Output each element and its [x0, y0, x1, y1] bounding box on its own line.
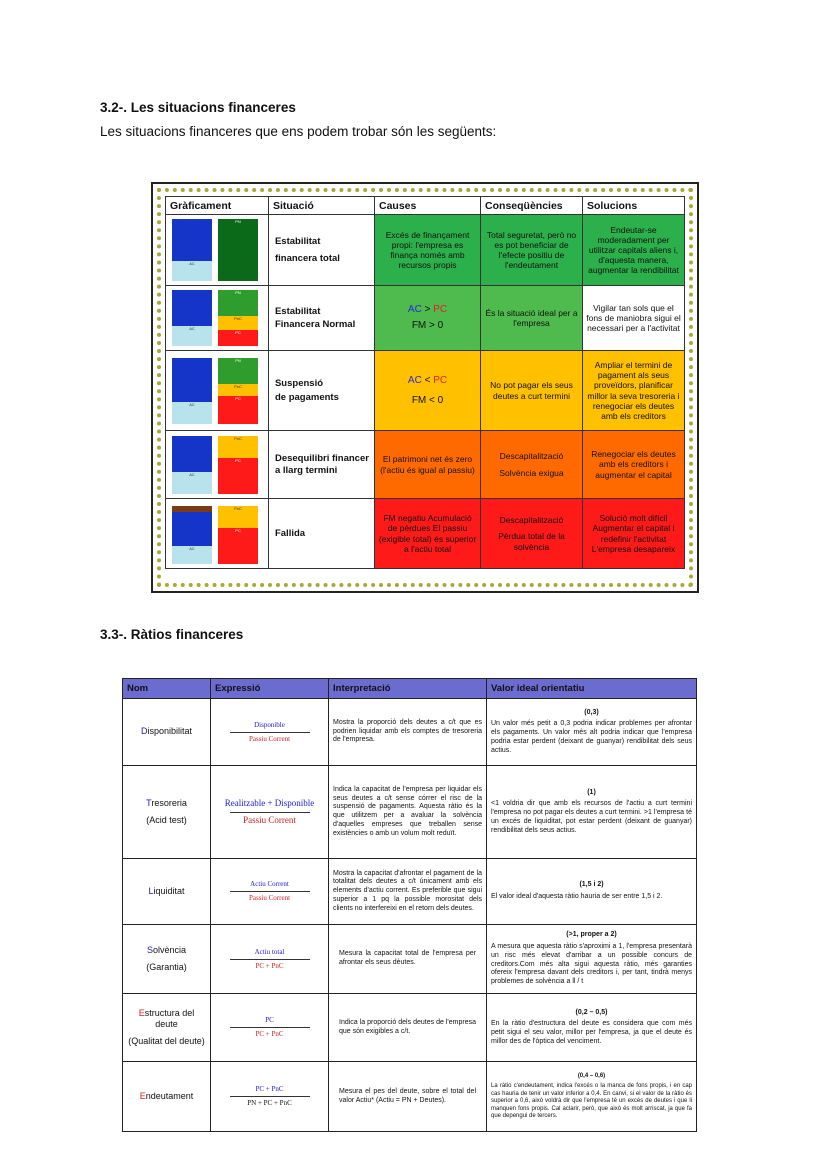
ratio-name-rest: ndeutament: [145, 1090, 194, 1101]
ratio-denominator: Passiu Corrent: [230, 891, 310, 903]
situation-row: [166, 351, 685, 431]
ratio-interpretation: Indica la proporció dels deutes de l'empresa que són exigibles a c/t.: [329, 994, 487, 1062]
ratio-name: [123, 925, 211, 994]
graph-box-ac: AC: [172, 402, 212, 424]
col-header-graph: Gràficament: [166, 197, 269, 215]
graph-box-pn: PN: [218, 358, 258, 384]
situation-name: [268, 351, 374, 431]
situation-name: [268, 431, 374, 499]
situation-row: [166, 215, 685, 286]
ratio-name: [123, 766, 211, 859]
ratio-name: [123, 1062, 211, 1132]
situation-consequences: [481, 431, 583, 499]
ratio-name-initial: T: [146, 797, 152, 808]
causes-pc: PC: [433, 374, 448, 386]
situation-solutions: Ampliar el termini de pagament als seus proveïdors, planificar millor la seva tresoreria i renegociar els deutes amb els creditors: [582, 351, 684, 431]
situation-graph: [166, 351, 269, 431]
graph-box-pc: PC: [218, 528, 258, 564]
ratio-row: [123, 994, 697, 1062]
situation-name-line1: Suspensió: [274, 378, 324, 390]
ideal-value-head: (1,5 i 2): [579, 881, 604, 889]
ratio-name-subtitle: (Acid test): [146, 815, 187, 825]
situation-causes: FM negatiu Acumulació de pèrdues El passiu (exigible total) és superior a l'actiu total: [375, 499, 481, 569]
situation-consequences: No pot pagar els seus deutes a curt termini: [481, 351, 583, 431]
ratio-name-subtitle: (Garantia): [146, 962, 187, 972]
graph-box-ac: AC: [172, 326, 212, 346]
consequences-line2: Solvència exigua: [499, 467, 564, 478]
ratio-numerator: Actiu Corrent: [250, 880, 289, 889]
ideal-value-head: (1): [587, 788, 596, 796]
graph-box-pn: PN: [218, 290, 258, 316]
graph-box-ac: AC: [172, 472, 212, 494]
situation-causes: [375, 286, 481, 351]
ideal-value-head: (>1, proper a 2): [566, 931, 617, 939]
ratio-denominator: Passiu Corrent: [230, 732, 310, 744]
causes-pc: PC: [433, 304, 448, 315]
causes-inequality: [378, 304, 477, 316]
situation-causes: El patrimoni net és zero (l'actiu és igual al passiu): [375, 431, 481, 499]
situation-consequences: [481, 499, 583, 569]
ratio-ideal-value: [487, 766, 697, 859]
ratio-denominator: PN + PC + PnC: [230, 1096, 310, 1108]
graph-box-anc: [172, 290, 212, 326]
ratio-interpretation: Mesura el pes del deute, sobre el total del valor Actiu* (Actiu = PN + Deutes).: [329, 1062, 487, 1132]
situation-name-line2: Financera Normal: [274, 319, 356, 330]
graph-box-pnc: PnC: [218, 316, 258, 330]
situation-solutions: Solució molt difícil Augmentar el capital i redefinir l'activitat L'empresa desapareix: [582, 499, 684, 569]
ratio-name-initial: L: [148, 885, 154, 896]
ratio-name-initial: E: [139, 1090, 146, 1101]
ratio-name-rest: iquiditat: [153, 885, 185, 896]
consequences-line2: Pèrdua total de la solvència: [498, 531, 565, 552]
graph-box-pc: PC: [218, 458, 258, 494]
graph-box-pnc: PnC: [218, 436, 258, 458]
col-header-consequences: Conseqüències: [481, 197, 583, 215]
graph-box-pnc: PnC: [218, 506, 258, 528]
ratio-expression: [211, 699, 329, 766]
ideal-value-head: (0,2 – 0,5): [575, 1008, 608, 1016]
ratio-name-rest: olvència: [152, 944, 187, 955]
situation-consequences: Total seguretat, però no es pot beneficiar de l'efecte positiu de l'endeutament: [481, 215, 583, 286]
situation-causes: Excés de finançament propi: l'empresa es finança només amb recursos propis: [375, 215, 481, 286]
col-header-causes: Causes: [375, 197, 481, 215]
ratios-header-row: [123, 679, 697, 699]
graph-box-pc: PC: [218, 330, 258, 346]
ratio-ideal-value: [487, 859, 697, 925]
situation-graph: [166, 215, 269, 286]
ratio-numerator: PC + PnC: [255, 1085, 284, 1094]
ideal-value-text: <1 voldria dir que amb els recursos de l'actiu a curt termini l'empresa no pot pagar els deutes a curt termini. >1 l'empresa té un excés de liquiditat, pot estar perdent (deixant de guanyar) rendibilitat dels seus actius.: [491, 800, 692, 834]
ratio-interpretation: Mesura la capacitat total de l'empresa per afrontar els seus dèutes.: [329, 925, 487, 994]
situations-table: [165, 196, 685, 569]
causes-lt: <: [421, 374, 434, 386]
situation-graph: [166, 499, 269, 569]
ratio-name-rest: structura del deute: [144, 1007, 195, 1029]
causes-ac: AC: [407, 304, 422, 315]
situations-table-frame: [151, 182, 699, 593]
graph-box-ac: AC: [172, 546, 212, 564]
ratio-name-rest: resoreria: [151, 797, 187, 808]
ratio-denominator: PC + PnC: [230, 1027, 310, 1039]
situations-header-row: [166, 197, 685, 215]
ratio-ideal-value: [487, 699, 697, 766]
ratio-row: [123, 1062, 697, 1132]
situation-name-line1: Estabilitat: [274, 235, 321, 247]
ratio-name: [123, 994, 211, 1062]
ratio-name-initial: E: [138, 1007, 145, 1018]
ideal-value-head: (0,3): [584, 708, 599, 716]
causes-gt: >: [421, 304, 434, 315]
ratio-numerator: Realitzable + Disponible: [224, 798, 315, 809]
situation-row: [166, 499, 685, 569]
ratio-expression: [211, 925, 329, 994]
situations-dotted-border: [157, 188, 693, 587]
ratio-expression: [211, 1062, 329, 1132]
col-header-name: Nom: [123, 679, 211, 699]
graph-box-pn: PN: [218, 219, 258, 281]
graph-box-ac: AC: [172, 261, 212, 281]
graph-box-anc: [172, 512, 212, 546]
situation-name-line1: Estabilitat: [274, 305, 321, 317]
ratio-interpretation: Mostra la proporció dels deutes a c/t que es podrien liquidar amb els comptes de tresoreria de l'empresa.: [329, 699, 487, 766]
graph-box-pc: PC: [218, 396, 258, 424]
ideal-value-text: A mesura que aquesta ràtio s'aproximi a 1, l'empresa presentarà un risc més elevat d'arribar a un possible concurs de creditors.Com més alta sigui aquesta ràtio, més garanties oferеix l'empresa davant dels creditors i, per tant, tindrà menys problemes de solvència a ll / t: [491, 943, 692, 985]
ratios-table: [122, 678, 697, 1132]
ratio-row: [123, 925, 697, 994]
col-header-ideal-value: Valor ideal orientatiu: [487, 679, 697, 699]
ratio-numerator: Disponible: [254, 720, 285, 729]
ratio-ideal-value: [487, 1062, 697, 1132]
causes-fm: FM > 0: [411, 320, 444, 331]
situation-name-line2: de pagaments: [274, 391, 339, 403]
col-header-situation: Situació: [268, 197, 374, 215]
causes-inequality: [378, 375, 477, 387]
col-header-interpretation: Interpretació: [329, 679, 487, 699]
graph-box-anc: [172, 358, 212, 402]
situation-name: Fallida: [268, 499, 374, 569]
ratio-denominator: PC + PnC: [230, 959, 310, 971]
situation-name-line2: financera total: [274, 253, 340, 264]
ratio-ideal-value: [487, 925, 697, 994]
situation-consequences: És la situació ideal per a l'empresa: [481, 286, 583, 351]
situation-row: [166, 286, 685, 351]
ratio-expression: [211, 994, 329, 1062]
ratio-name-rest: isponibilitat: [147, 726, 193, 737]
ideal-value-text: En la ràtio d'estructura del deute es considera que com més petit sigui el seu valor, millor per l'empresa, ja que el deute és millor des de l'òptica del venciment.: [491, 1020, 692, 1045]
ratio-row: [123, 699, 697, 766]
section-heading-ratios: 3.3-. Ràtios financeres: [100, 627, 244, 642]
col-header-solutions: Solucions: [582, 197, 684, 215]
graph-box-anc: [172, 436, 212, 472]
situation-name: [268, 215, 374, 286]
causes-fm: FM < 0: [411, 394, 444, 406]
situation-causes: [375, 351, 481, 431]
ratio-name: [123, 699, 211, 766]
ratio-name-initial: D: [140, 726, 148, 737]
situation-graph: [166, 431, 269, 499]
situation-solutions: Vigilar tan sols que el fons de maniobra sigui el necessari per a l'activitat: [582, 286, 684, 351]
ratio-interpretation: Mostra la capacitat d'afrontar el pagament de la totalitat dels deutes a c/t únicament amb els elements d'actiu corrent. Es preferible que sigui superior a 1 pq la possible morositat dels clients no interfereixi en el retorn dels deutes.: [329, 859, 487, 925]
ratio-expression: [211, 766, 329, 859]
situation-solutions: Renegociar els deutes amb els creditors i augmentar el capital: [582, 431, 684, 499]
situation-graph: [166, 286, 269, 351]
ratio-interpretation: Indica la capacitat de l'empresa per liquidar els seus deutes a c/t sense córrer el risc de la suspensió de pagaments. Aquesta ràtio és la que utilitzem per a avaluar la solvència d'aquelles empreses que treballen sense existències o amb un volum molt reduït.: [329, 766, 487, 859]
situation-name: [268, 286, 374, 351]
ratio-expression: [211, 859, 329, 925]
ratio-denominator: Passiu Corrent: [230, 812, 310, 826]
ratio-row: [123, 859, 697, 925]
ideal-value-head: (0,4 – 0,6): [577, 1072, 606, 1079]
ratio-row: [123, 766, 697, 859]
ratio-numerator: Actiu total: [254, 947, 285, 956]
graph-box-pnc: PnC: [218, 384, 258, 396]
situation-row: [166, 431, 685, 499]
ideal-value-text: El valor ideal d'aquesta ràtio hauria de ser entre 1,5 i 2.: [491, 893, 663, 900]
ratio-name: [123, 859, 211, 925]
ideal-value-text: La ràtio c'endeutament, indica l'excés o la manca de fons propis, i en cap cas hauria de tenir un valor inferior a 0,4. En canvi, si el valor de la ràtio és superior a 0,6, això voldrà dir que l'empresa té un excés de deutes i que li manquen fons propis. Cal aclarir, però, que això és molt arriscat, ja que fa que depengui de tercers.: [491, 1083, 692, 1119]
ideal-value-text: Un valor més petit a 0,3 podria indicar problemes per afrontar els pagaments. Un valor més alt podria indicar que l'empresa podria estar perdent (deixant de guanyar) rendibilitat dels seus actius.: [491, 720, 692, 754]
ratio-ideal-value: [487, 994, 697, 1062]
section-intro: Les situacions financeres que ens podem trobar són les següents:: [100, 124, 497, 139]
ratio-name-initial: S: [146, 944, 153, 955]
consequences-line1: Descapitalització: [499, 451, 564, 462]
ratio-name-subtitle: (Qualitat del deute): [128, 1036, 205, 1047]
situation-solutions: Endeutar-se moderadament per utilitzar capitals aliens i, d'aquesta manera, augmentar la rendibilitat: [582, 215, 684, 286]
graph-box-anc: [172, 219, 212, 261]
col-header-expression: Expressió: [211, 679, 329, 699]
situation-name-line2: a llarg termini: [274, 464, 338, 476]
causes-ac: AC: [407, 374, 422, 386]
consequences-line1: Descapitalització: [499, 515, 564, 526]
section-heading-situations: 3.2-. Les situacions financeres: [100, 100, 296, 115]
ratio-numerator: PC: [265, 1016, 274, 1025]
situation-name-line1: Desequilibri financer: [274, 453, 369, 465]
